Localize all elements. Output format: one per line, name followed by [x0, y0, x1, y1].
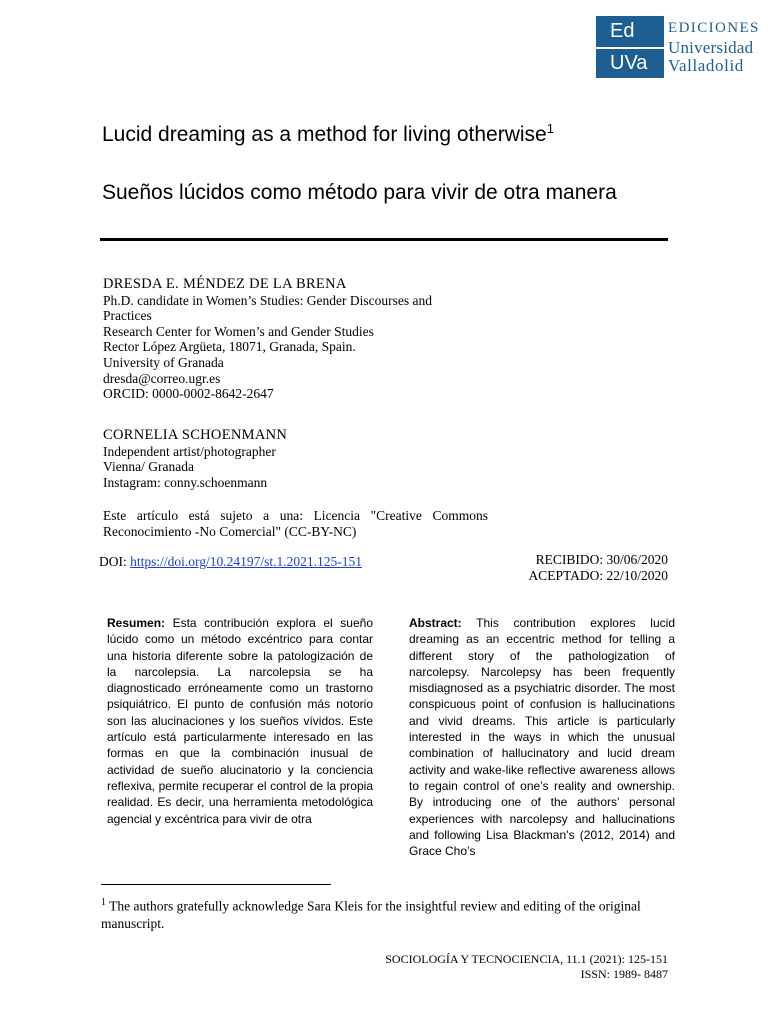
author-address: Rector López Argüeta, 18071, Granada, Spain.: [103, 339, 356, 355]
submission-dates: [528, 552, 668, 584]
abstract-english-label: Abstract:: [409, 616, 462, 630]
footnote-text: The authors gratefully acknowledge Sara Kleis for the insightful review and editing of the original manuscript.: [101, 898, 641, 931]
issn: ISSN: 1989- 8487: [580, 967, 668, 981]
logo-text-ediciones: EDICIONES: [668, 20, 760, 36]
doi-line: [99, 554, 362, 570]
accepted-value: : 22/10/2020: [599, 568, 668, 583]
logo-box-uva: UVa: [596, 49, 664, 78]
received-value: : 30/06/2020: [599, 552, 668, 567]
author-affiliation: Independent artist/photographer: [103, 443, 276, 459]
logo-text-universidad: Universidad: [668, 38, 754, 57]
license-notice: Este artículo está sujeto a una: Licencia "Creative Commons Reconocimiento -No Comercial" (CC-BY-NC): [103, 508, 488, 539]
title-english: [102, 121, 554, 147]
author-affiliation: Research Center for Women’s and Gender Studies: [103, 323, 374, 339]
logo-text-valladolid: Valladolid: [668, 56, 744, 75]
author-instagram: Instagram: conny.schoenmann: [103, 474, 268, 490]
abstract-english: [409, 615, 675, 859]
page-footer: [385, 952, 668, 982]
doi-label: DOI:: [99, 554, 131, 569]
abstract-spanish: [107, 615, 373, 827]
title-divider: [100, 238, 668, 241]
accepted-label: ACEPTADO: [528, 568, 600, 583]
title-footnote-mark[interactable]: 1: [546, 121, 554, 136]
abstract-spanish-text: Esta contribución explora el sueño lúcido como un método excéntrico para contar una historia diferente sobre la patologización de la narcolepsia. La narcolepsia se ha diagnosticado erróneamente como un trastorno psiquiátrico. El punto de confusión más notorio son las alucinaciones y los sueños vívidos. Este artículo está particularmente interesado en las formas en que la combinación inusual de actividad de sueño alucinatorio y la conciencia reflexiva, permite recuperar el control de la propia realidad. Es decir, una herramienta metodológica agencial y excéntrica para vivir de otra: [107, 616, 373, 826]
author-name: CORNELIA SCHOENMANN: [103, 427, 288, 443]
title-spanish: Sueños lúcidos como método para vivir de otra manera: [102, 181, 617, 204]
received-date: [528, 552, 668, 568]
author-block-1: [103, 277, 473, 402]
author-orcid: ORCID: 0000-0002-8642-2647: [103, 386, 274, 402]
author-email[interactable]: dresda@correo.ugr.es: [103, 370, 221, 386]
author-block-2: [103, 428, 473, 490]
abstract-english-text: This contribution explores lucid dreaming as an eccentric method for telling a different story of the pathologization of narcolepsy. Narcolepsy has been frequently misdiagnosed as a psychiatric disorder. The most conspicuous point of confusion is hallucinations and vivid dreams. This article is particularly interested in the ways in which the unusual combination of hallucinatory and lucid dream activity and wake-like reflective awareness allows to regain control of one’s reality and ownership. By introducing one of the authors’ personal experiences with narcolepsy and hallucinations and following Lisa Blackman’s (2012, 2014) and Grace Cho’s: [409, 616, 675, 859]
doi-link[interactable]: https://doi.org/10.24197/st.1.2021.125-151: [130, 554, 363, 569]
title-english-text: Lucid dreaming as a method for living otherwise: [102, 123, 547, 146]
footnote-divider: [101, 884, 331, 885]
publisher-logo: [596, 16, 760, 78]
footnote-mark: 1: [101, 897, 106, 908]
author-name: DRESDA E. MÉNDEZ DE LA BRENA: [103, 276, 347, 292]
abstract-spanish-label: Resumen:: [107, 616, 166, 630]
journal-citation: SOCIOLOGÍA Y TECNOCIENCIA, 11.1 (2021): 125-151: [385, 952, 668, 966]
received-label: RECIBIDO: [535, 552, 600, 567]
footnote: [101, 894, 669, 932]
logo-box-ed: Ed: [596, 16, 664, 47]
author-affiliation: Ph.D. candidate in Women’s Studies: Gender Discourses and Practices: [103, 292, 432, 324]
author-location: Vienna/ Granada: [103, 459, 195, 475]
author-university: University of Granada: [103, 354, 224, 370]
accepted-date: [528, 568, 668, 584]
